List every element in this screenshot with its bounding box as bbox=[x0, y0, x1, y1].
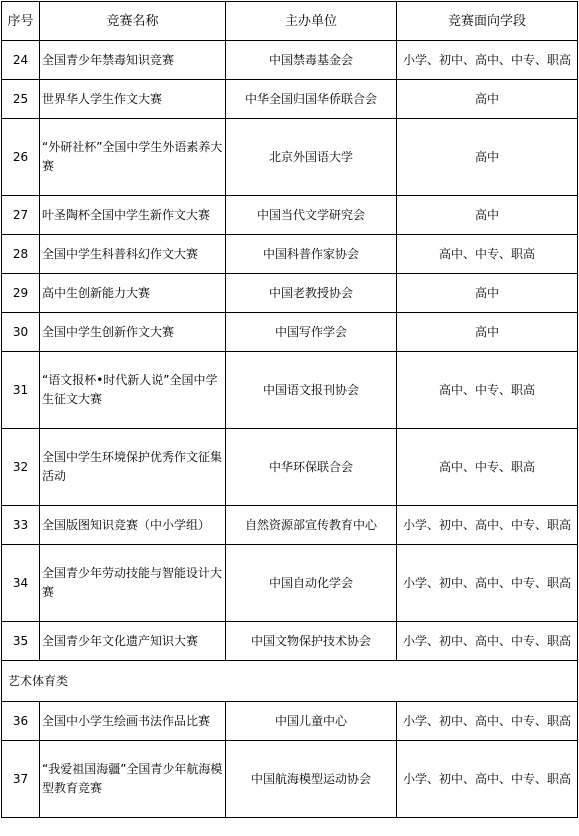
row-level: 高中、中专、职高 bbox=[397, 352, 578, 429]
row-name: “我爱祖国海疆”全国青少年航海模型教育竞赛 bbox=[40, 741, 226, 818]
table-row bbox=[2, 741, 578, 818]
row-org: 中国文物保护技术协会 bbox=[226, 622, 397, 661]
row-org: 中华全国归国华侨联合会 bbox=[226, 80, 397, 119]
row-name: 全国青少年文化遗产知识大赛 bbox=[40, 622, 226, 661]
table-row bbox=[2, 196, 578, 235]
row-name: 全国青少年劳动技能与智能设计大赛 bbox=[40, 545, 226, 622]
table-row bbox=[2, 545, 578, 622]
row-name: “语文报杯•时代新人说”全国中学生征文大赛 bbox=[40, 352, 226, 429]
row-num: 34 bbox=[2, 545, 40, 622]
row-level: 小学、初中、高中、中专、职高 bbox=[397, 545, 578, 622]
header-name: 竞赛名称 bbox=[40, 2, 226, 41]
table-row bbox=[2, 702, 578, 741]
row-org: 中国老教授协会 bbox=[226, 274, 397, 313]
row-num: 33 bbox=[2, 506, 40, 545]
row-level: 高中 bbox=[397, 119, 578, 196]
table-row bbox=[2, 429, 578, 506]
row-level: 小学、初中、高中、中专、职高 bbox=[397, 622, 578, 661]
row-num: 26 bbox=[2, 119, 40, 196]
table-header-row bbox=[2, 2, 578, 41]
header-org: 主办单位 bbox=[226, 2, 397, 41]
row-name: “外研社杯”全国中学生外语素养大赛 bbox=[40, 119, 226, 196]
row-level: 小学、初中、高中、中专、职高 bbox=[397, 741, 578, 818]
section-row bbox=[2, 661, 578, 702]
row-num: 29 bbox=[2, 274, 40, 313]
row-level: 高中 bbox=[397, 274, 578, 313]
table-row bbox=[2, 274, 578, 313]
row-level: 小学、初中、高中、中专、职高 bbox=[397, 41, 578, 80]
row-num: 24 bbox=[2, 41, 40, 80]
row-num: 35 bbox=[2, 622, 40, 661]
row-num: 28 bbox=[2, 235, 40, 274]
row-level: 高中 bbox=[397, 196, 578, 235]
table-row bbox=[2, 80, 578, 119]
row-num: 37 bbox=[2, 741, 40, 818]
row-num: 25 bbox=[2, 80, 40, 119]
table-row bbox=[2, 235, 578, 274]
row-level: 小学、初中、高中、中专、职高 bbox=[397, 702, 578, 741]
row-org: 中国当代文学研究会 bbox=[226, 196, 397, 235]
row-name: 全国中学生环境保护优秀作文征集活动 bbox=[40, 429, 226, 506]
row-org: 中国写作学会 bbox=[226, 313, 397, 352]
row-org: 自然资源部宣传教育中心 bbox=[226, 506, 397, 545]
row-name: 全国中小学生绘画书法作品比赛 bbox=[40, 702, 226, 741]
row-org: 中国自动化学会 bbox=[226, 545, 397, 622]
row-level: 高中 bbox=[397, 80, 578, 119]
row-level: 小学、初中、高中、中专、职高 bbox=[397, 506, 578, 545]
row-name: 高中生创新能力大赛 bbox=[40, 274, 226, 313]
row-org: 中华环保联合会 bbox=[226, 429, 397, 506]
section-title: 艺术体育类 bbox=[2, 661, 578, 702]
row-num: 36 bbox=[2, 702, 40, 741]
row-level: 高中 bbox=[397, 313, 578, 352]
table-row bbox=[2, 506, 578, 545]
table-row bbox=[2, 119, 578, 196]
row-org: 中国禁毒基金会 bbox=[226, 41, 397, 80]
row-level: 高中、中专、职高 bbox=[397, 235, 578, 274]
row-num: 27 bbox=[2, 196, 40, 235]
table-row bbox=[2, 313, 578, 352]
table-row bbox=[2, 41, 578, 80]
table-row bbox=[2, 352, 578, 429]
row-org: 中国语文报刊协会 bbox=[226, 352, 397, 429]
row-num: 32 bbox=[2, 429, 40, 506]
table-row bbox=[2, 622, 578, 661]
header-num: 序号 bbox=[2, 2, 40, 41]
row-name: 世界华人学生作文大赛 bbox=[40, 80, 226, 119]
row-name: 全国中学生创新作文大赛 bbox=[40, 313, 226, 352]
row-org: 中国航海模型运动协会 bbox=[226, 741, 397, 818]
header-level: 竞赛面向学段 bbox=[397, 2, 578, 41]
row-org: 中国儿童中心 bbox=[226, 702, 397, 741]
row-level: 高中、中专、职高 bbox=[397, 429, 578, 506]
row-name: 全国版图知识竞赛（中小学组） bbox=[40, 506, 226, 545]
row-org: 北京外国语大学 bbox=[226, 119, 397, 196]
row-num: 31 bbox=[2, 352, 40, 429]
row-name: 全国青少年禁毒知识竞赛 bbox=[40, 41, 226, 80]
row-num: 30 bbox=[2, 313, 40, 352]
row-org: 中国科普作家协会 bbox=[226, 235, 397, 274]
row-name: 叶圣陶杯全国中学生新作文大赛 bbox=[40, 196, 226, 235]
row-name: 全国中学生科普科幻作文大赛 bbox=[40, 235, 226, 274]
competition-table bbox=[1, 1, 578, 818]
